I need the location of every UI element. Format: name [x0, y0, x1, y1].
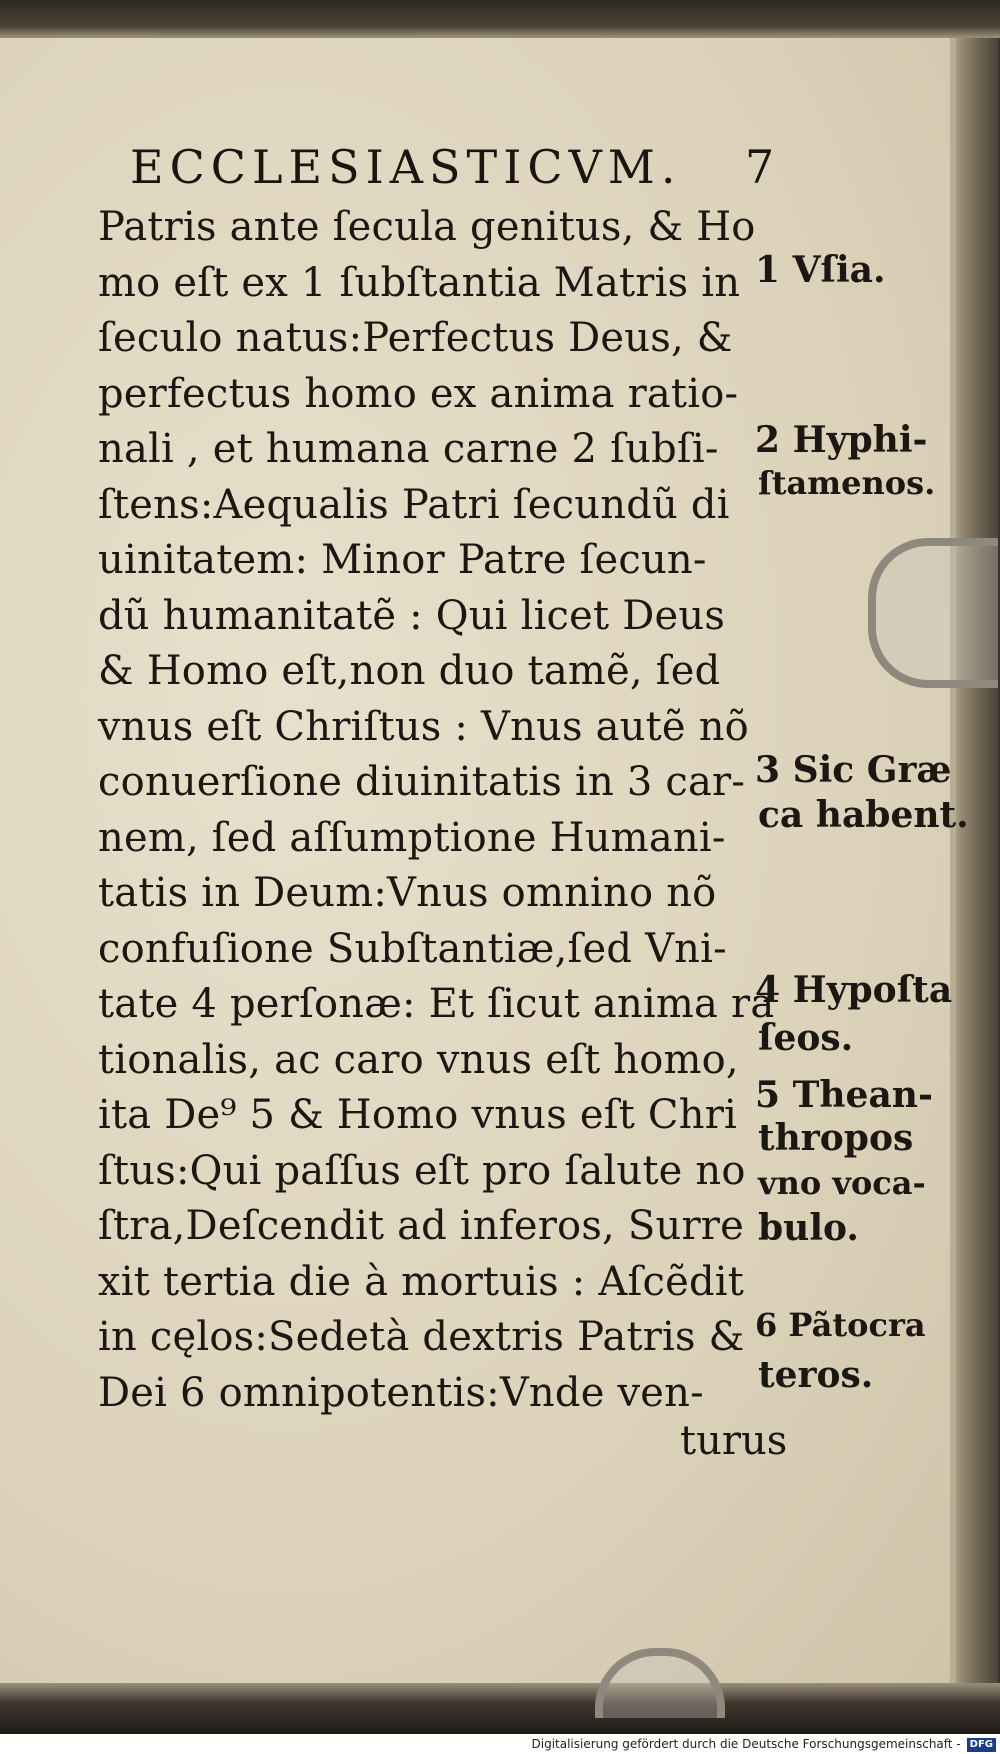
body-text — [98, 200, 775, 1421]
text-line: confuſione Subſtantiæ,ſed Vni- — [98, 925, 727, 972]
digitization-footer — [0, 1734, 1000, 1754]
text-line: vnus eſt Chriſtus : Vnus autẽ nõ — [98, 703, 749, 750]
text-line: mo eſt ex 1 ſubſtantia Matris in — [98, 259, 741, 306]
text-line: nem, ſed aſſumptione Humani- — [98, 814, 726, 861]
header-title: ECCLESIASTICVM. — [130, 140, 682, 194]
margin-note: vno voca- — [758, 1164, 926, 1202]
catchword: turus — [680, 1418, 788, 1464]
margin-note: ca habent. — [758, 794, 969, 836]
text-line: tionalis, ac caro vnus eſt homo, — [98, 1036, 739, 1083]
text-line: ita De⁹ 5 & Homo vnus eſt Chri — [98, 1092, 738, 1138]
margin-note: ſeos. — [758, 1017, 854, 1059]
text-line: dũ humanitatẽ : Qui licet Deus — [98, 592, 726, 639]
book-bottom-edge — [0, 1683, 1000, 1734]
book-page-edges — [950, 20, 998, 1700]
text-line: xit tertia die à mortuis : Aſcẽdit — [98, 1258, 745, 1305]
text-line: Patris ante ſecula genitus, & Ho — [98, 204, 756, 250]
text-line: tate 4 perſonæ: Et ſicut anima ra — [98, 981, 775, 1027]
text-line: ſeculo natus:Perfectus Deus, & — [98, 315, 733, 361]
text-line: ſtus:Qui paſſus eſt pro ſalute no — [98, 1147, 746, 1194]
text-line: & Homo eſt,non duo tamẽ, ſed — [98, 648, 721, 694]
margin-note: ſtamenos. — [758, 464, 936, 502]
text-line: uinitatem: Minor Patre ſecun- — [98, 537, 707, 583]
margin-note: bulo. — [758, 1207, 859, 1249]
margin-note: 4 Hypoſta — [755, 969, 953, 1011]
text-line: ſtens:Aequalis Patri ſecundũ di — [98, 481, 730, 528]
text-line: conuerſione diuinitatis in 3 car- — [98, 759, 746, 805]
dfg-logo: DFG — [967, 1738, 996, 1752]
margin-note: 2 Hyphi- — [755, 419, 928, 461]
text-line: nali , et humana carne 2 ſubſi- — [98, 426, 719, 472]
book-top-edge — [0, 0, 1000, 38]
text-line: perfectus homo ex anima ratio- — [98, 370, 739, 417]
text-line: Dei 6 omnipotentis:Vnde ven- — [98, 1369, 704, 1416]
margin-note: 6 Pãtocra — [755, 1306, 926, 1344]
text-line: tatis in Deum:Vnus omnino nõ — [98, 870, 717, 916]
margin-note: thropos — [758, 1117, 914, 1159]
margin-note: 1 Vſia. — [755, 249, 886, 291]
page-clip — [868, 538, 998, 688]
margin-note: 3 Sic Græ — [755, 749, 952, 791]
text-line: ſtra,Deſcendit ad inferos, Surre — [98, 1203, 744, 1249]
footer-text: Digitalisierung gefördert durch die Deutsche Forschungsgemeinschaft - — [531, 1737, 961, 1751]
text-line: in cęlos:Sedetà dextris Patris & — [98, 1314, 745, 1360]
page-number: 7 — [745, 140, 775, 194]
margin-note: teros. — [758, 1354, 874, 1396]
running-header — [130, 140, 775, 194]
margin-note: 5 Thean- — [755, 1074, 933, 1116]
